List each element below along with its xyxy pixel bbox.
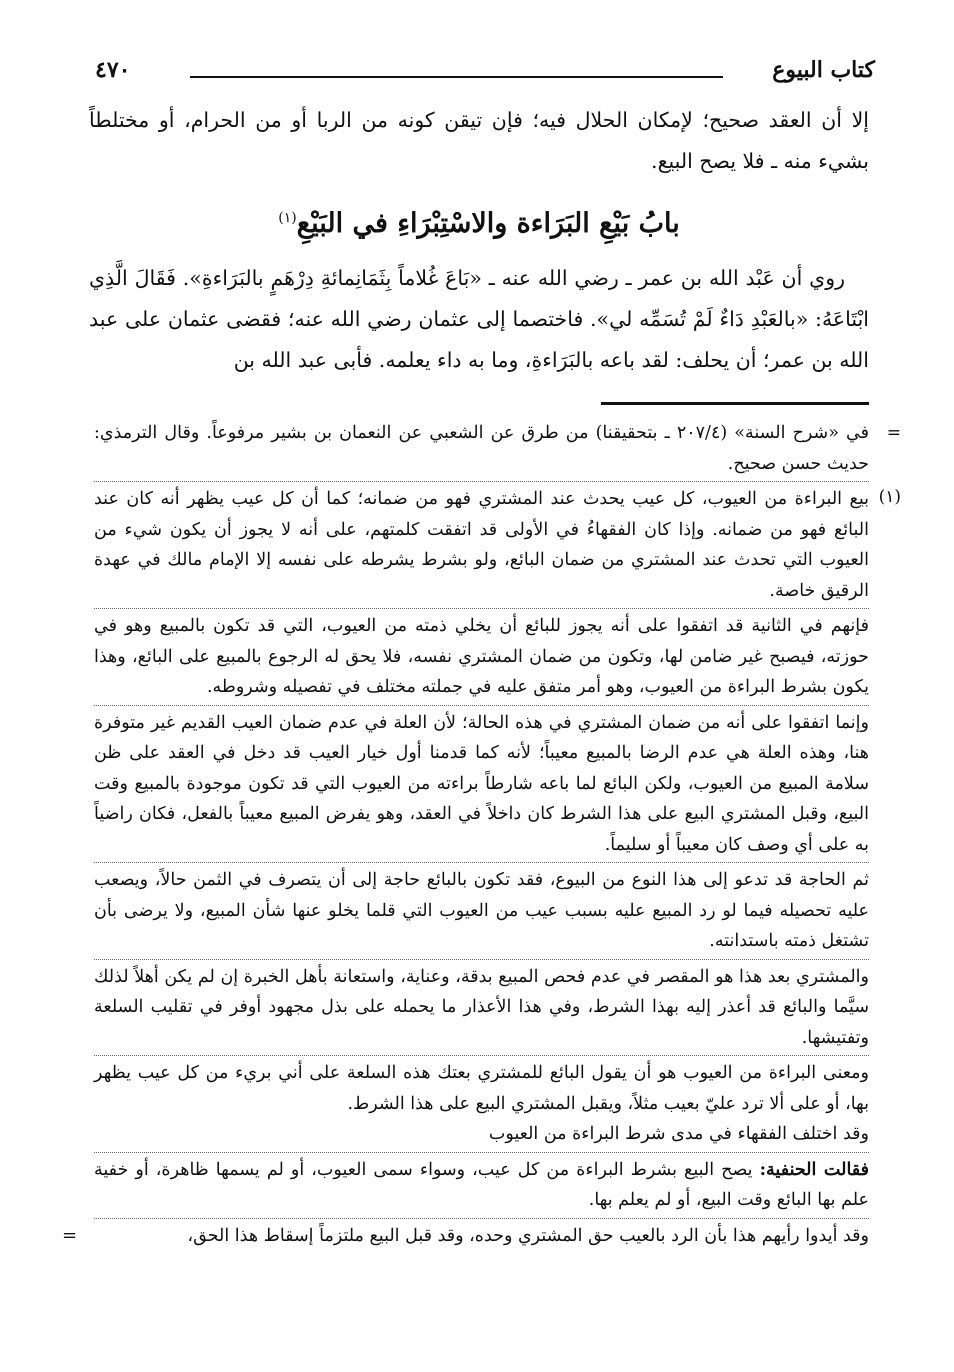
footnote-divider <box>601 402 869 405</box>
narration-paragraph: روي أن عَبْد الله بن عمر ـ رضي الله عنه ـ «بَاعَ غُلاماً بِثَمَانِمائةِ دِرْهَمٍ بالبَرَاءةِ». فَقَالَ الَّذِي ابْتَاعَهُ: «بالعَبْدِ دَاءٌ لَمْ تُسَمِّه لي». فاختصما إلى عثمان رضي الله عنه؛ فقضى عثمان على عبد الله بن عمر؛ أن يحلف: لقد باعه بالبَرَاءةِ، وما به داء يعلمه. فأبى عبد الله بن <box>89 266 869 372</box>
page-number: ٤٧٠ <box>95 57 131 83</box>
footnote-paragraph-8-text: يصح البيع بشرط البراءة من كل عيب، وسواء سمى العيوب، أو لم يسمها ظاهرة، أو خفية علم بها البائع وقت البيع، أو لم يعلم بها. <box>94 1159 869 1210</box>
chapter-footnote-ref: (١) <box>278 210 297 226</box>
footnote-continuation-text: في «شرح السنة» (٢٠٧/٤ ـ بتحقيقنا) من طرق عن الشعبي عن النعمان بن بشير مرفوعاً. وقال الترمذي: حديث حسن صحيح. <box>94 423 869 474</box>
page-header <box>95 55 875 95</box>
footnotes <box>62 418 901 1251</box>
footnote-paragraph-7: وقد اختلف الفقهاء في مدى شرط البراءة من العيوب <box>488 1124 869 1144</box>
chapter-title-text: بابُ بَيْعِ البَرَاءة والاسْتِبْرَاءِ في البَيْعِ <box>296 208 680 239</box>
footnote-paragraph-9 <box>62 1218 869 1252</box>
intro-paragraph: إلا أن العقد صحيح؛ لإمكان الحلال فيه؛ فإن تيقن كونه من الربا أو من الحرام، أو مختلطاً بشيء منه ـ فلا يصح البيع. <box>89 108 869 173</box>
main-text <box>89 100 869 381</box>
footnote-paragraph-9-text: وقد أيدوا رأيهم هذا بأن الرد بالعيب حق المشتري وحده، وقد قبل البيع ملتزماً إسقاط هذا الحق، <box>187 1225 869 1246</box>
footnote-1-mark: (١) <box>878 487 901 507</box>
continuation-mark: = <box>886 423 901 443</box>
running-title: كتاب البيوع <box>772 57 875 83</box>
footnote-continuation <box>94 418 901 479</box>
chapter-title <box>89 196 869 246</box>
footnote-1 <box>94 481 901 606</box>
footnote-paragraph-2: فإنهم في الثانية قد اتفقوا على أنه يجوز للبائع أن يخلي ذمته من العيوب، التي قد تكون بالمبيع وهو في حوزته، فيصبح غير ضامن لها، وتكون من ضمان المشتري نفسه، فلا يحق له الرجوع بالمبيع على البائع، وهذا يكون بشرط البراءة من العيوب، وهو أمر متفق عليه في جملته مختلف في تفصيله وشروطه. <box>94 608 869 703</box>
footnote-paragraph-6: ومعنى البراءة من العيوب هو أن يقول البائع للمشتري بعتك هذه السلعة على أني بريء من كل عيب يظهر بها، أو على ألا ترد عليّ بعيب مثلاً، ويقبل المشتري البيع على هذا الشرط. <box>94 1055 869 1119</box>
continues-mark: = <box>62 1224 78 1246</box>
footnote-paragraph-4: ثم الحاجة قد تدعو إلى هذا النوع من البيوع، فقد تكون بالبائع حاجة إلى أن يتصرف في الثمن حالاً، ويصعب عليه تحصيله فيما لو رد المبيع عليه بسبب عيب من العيوب التي قلما يخلو عنها شأن المبيع، ولا يرضى بأن تشتغل ذمته باستدانته. <box>94 862 869 957</box>
header-rule <box>190 76 723 78</box>
footnote-1-text: بيع البراءة من العيوب، كل عيب يحدث عند المشتري فهو من ضمانه؛ كما أن كل عيب يظهر أنه كان عند البائع فهو من ضمانه. وإذا كان الفقهاءُ في الأولى قد اتفقت كلمتهم، على أنه لا يجوز أن يكون شيء من العيوب التي تحدث عند المشتري من ضمان البائع، ولو بشرط يشرطه على نفسه إلا الإمام مالك في عهدة الرقيق خاصة. <box>94 489 869 601</box>
hanafi-label: فقالت الحنفية: <box>759 1159 869 1180</box>
footnote-paragraph-3: وإنما اتفقوا على أنه من ضمان المشتري في هذه الحالة؛ لأن العلة في عدم ضمان العيب القديم غير متوفرة هنا، وهذه العلة هي عدم الرضا بالمبيع معيباً؛ لأنه كما قدمنا أول خيار العيب قد دخل في العقد على ظن سلامة المبيع من العيوب، ولكن البائع لما باعه شارطاً براءته من العيوب التي قد تكون موجودة بالمبيع وقت البيع، وقبل المشتري البيع على هذا الشرط كان داخلاً في العقد، وهو يفرض المبيع معيباً بالفعل، فكان راضياً به على أي وصف كان معيباً أو سليماً. <box>94 705 869 861</box>
footnote-paragraph-8 <box>94 1152 869 1216</box>
footnote-paragraph-5: والمشتري بعد هذا هو المقصر في عدم فحص المبيع بدقة، وعناية، واستعانة بأهل الخبرة إن لم يكن أهلاً لذلك سيَّما والبائع قد أعذر إليه بهذا الشرط، وفي هذا الأعذار ما يحمله على بذل مجهود أوفر في تقليب السلعة وتفتيشها. <box>94 959 869 1054</box>
